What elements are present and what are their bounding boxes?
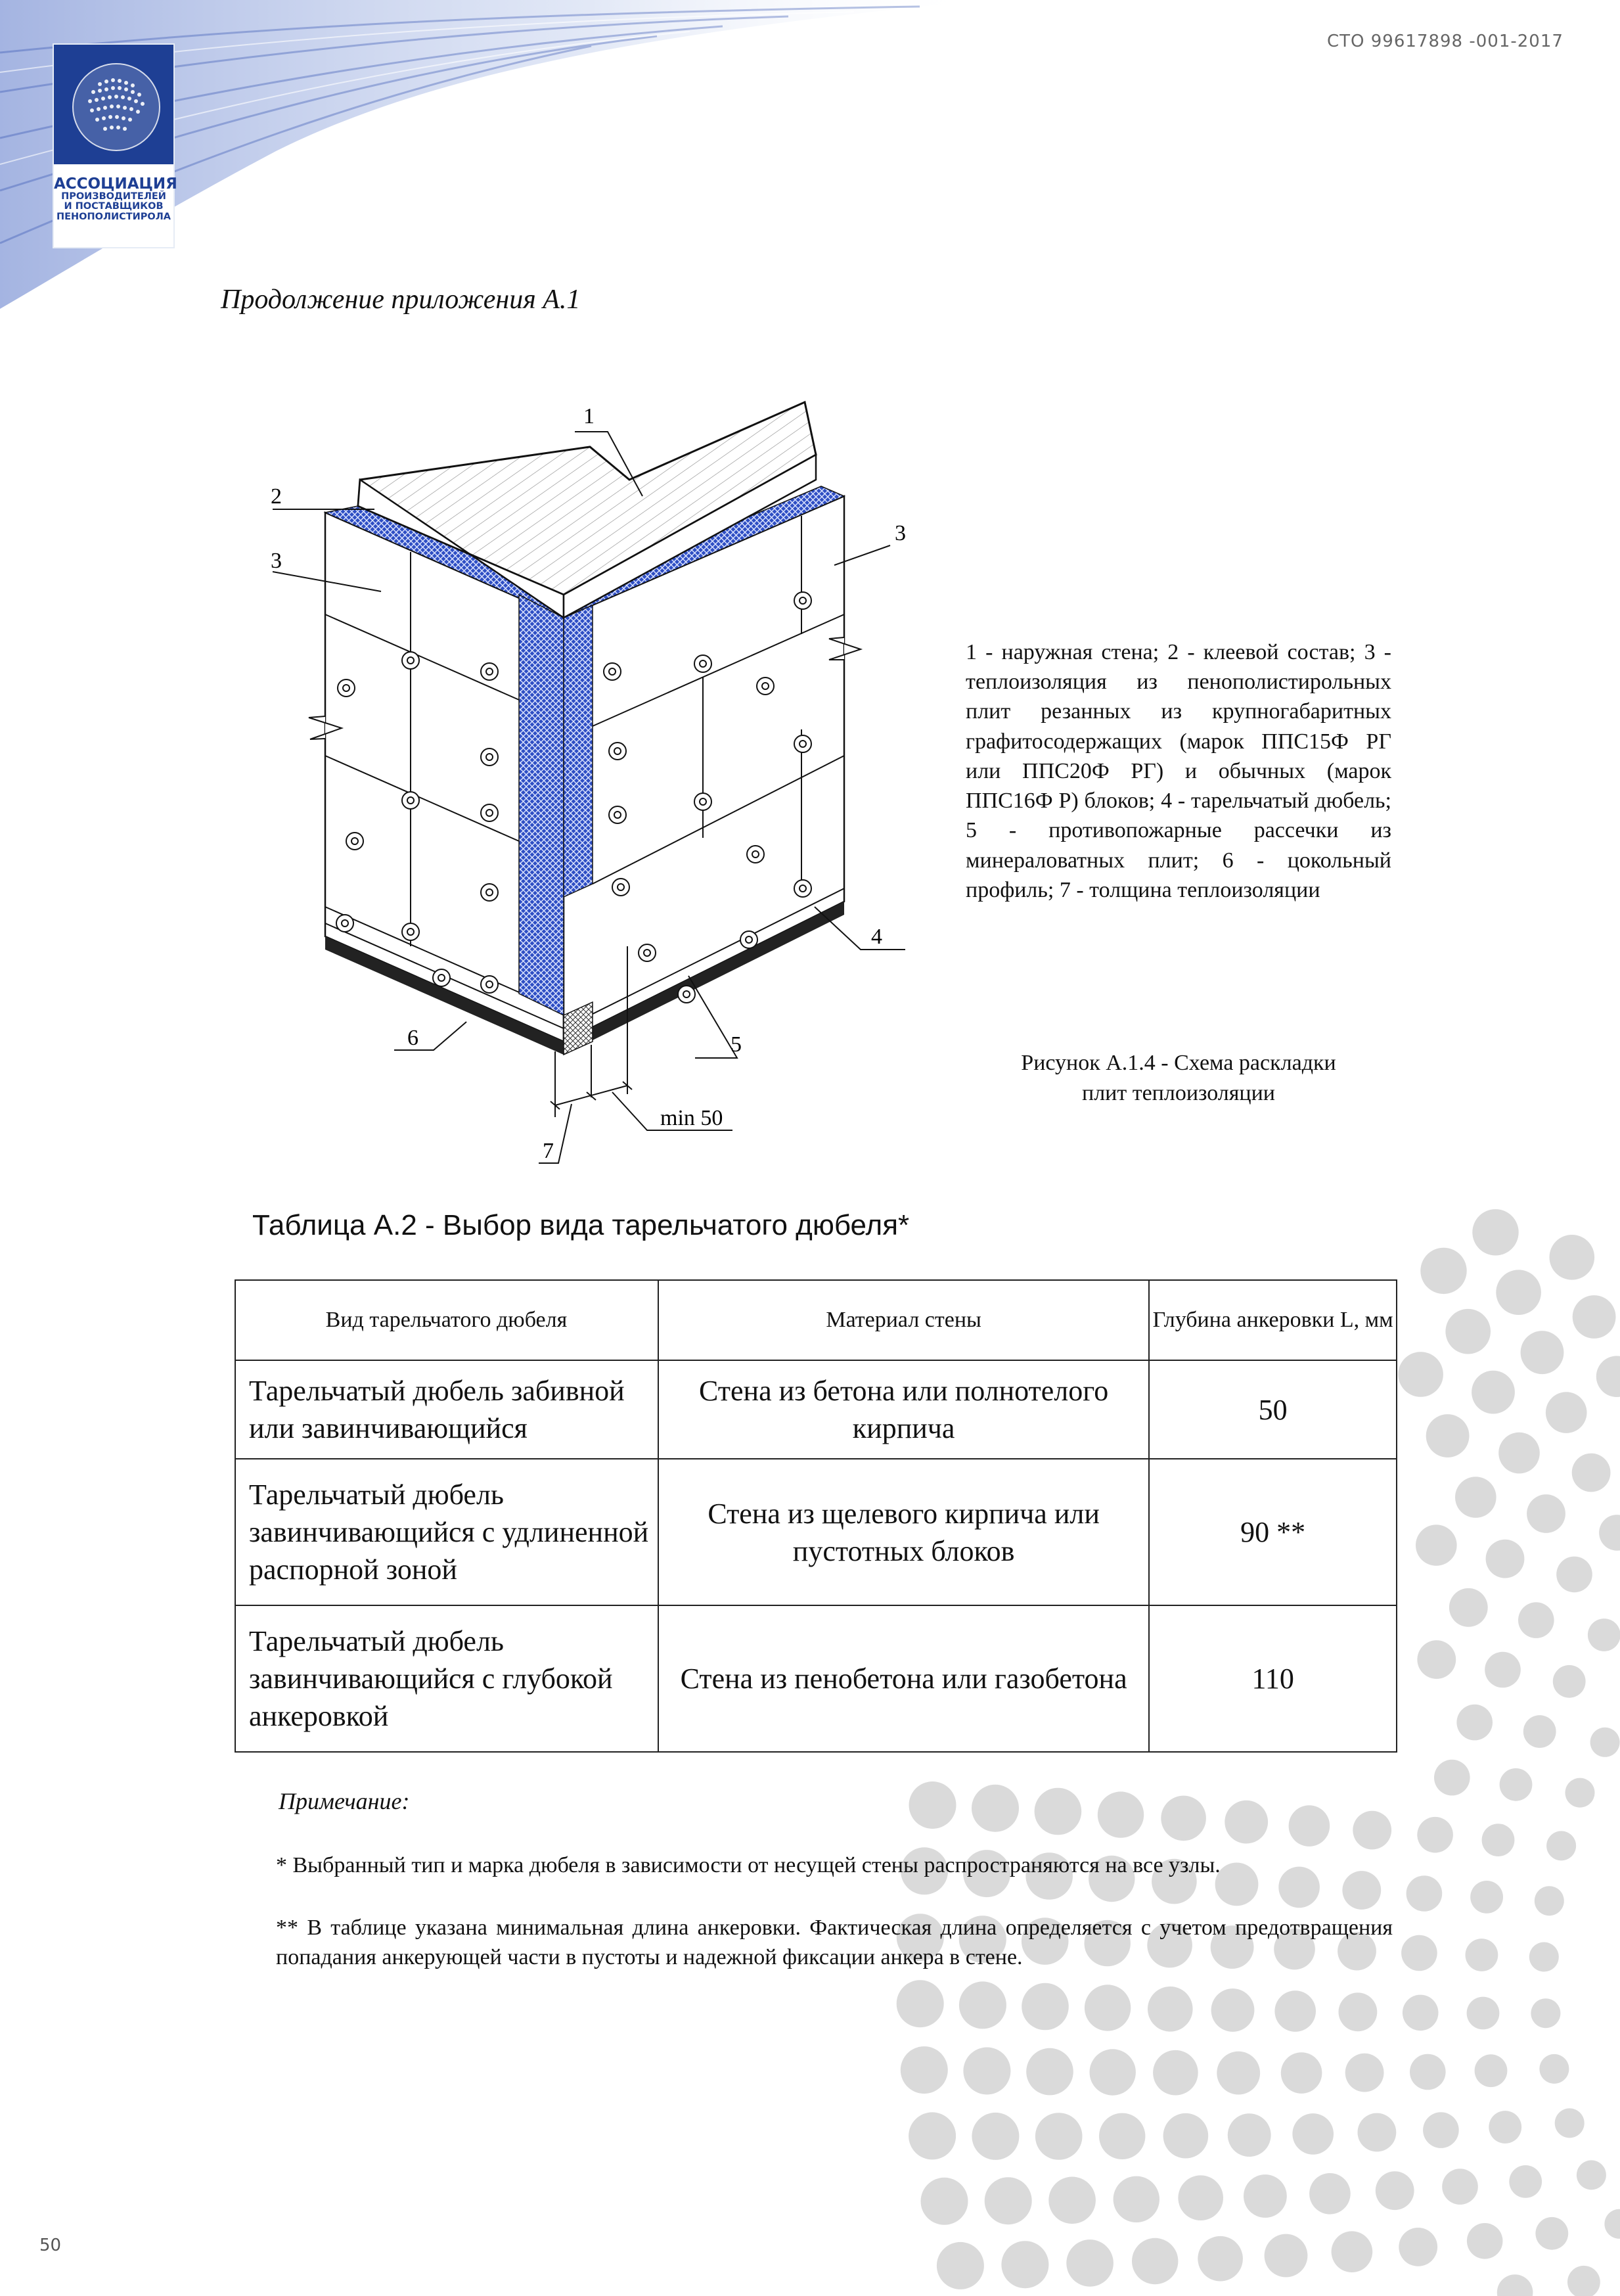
decorative-dot: [1489, 2111, 1521, 2144]
decorative-dot: [1163, 2113, 1209, 2159]
decorative-dot: [1225, 1801, 1268, 1844]
decorative-dot: [1178, 2175, 1223, 2220]
decorative-dot: [985, 2177, 1032, 2224]
decorative-dot: [1001, 2241, 1048, 2288]
decorative-dot: [1416, 1525, 1457, 1566]
decorative-dot: [1114, 2176, 1159, 2222]
dowel-mark: [794, 880, 811, 897]
callout-3-right: 3: [895, 521, 906, 545]
decorative-dot: [1456, 1705, 1493, 1741]
dowel-mark: [481, 663, 498, 680]
decorative-dot: [1599, 1515, 1620, 1551]
decorative-dot: [1442, 2169, 1478, 2205]
cell-anchorage-depth: 110: [1149, 1605, 1397, 1752]
decorative-dot: [1550, 1235, 1595, 1280]
decorative-dot: [1148, 1986, 1193, 2032]
cell-dowel-type: Тарельчатый дюбель забивной или завинчивающийся: [235, 1360, 658, 1459]
logo-caption: АССОЦИАЦИЯ ПРОИЗВОДИТЕЛЕЙ И ПОСТАВЩИКОВ ПЕНОПОЛИСТИРОЛА: [54, 175, 177, 222]
dowel-mark: [402, 923, 419, 940]
notes-title: Примечание:: [279, 1788, 410, 1814]
dowel-mark: [612, 879, 629, 896]
callout-2: 2: [271, 484, 282, 509]
standard-code: СТО 99617898 -001-2017: [1327, 32, 1564, 51]
decorative-dot: [1353, 1811, 1391, 1850]
globe-icon: [54, 45, 173, 164]
dowel-mark: [794, 735, 811, 752]
decorative-dot: [1539, 2054, 1569, 2084]
decorative-dot: [1527, 1494, 1565, 1533]
decorative-dot: [1410, 2054, 1446, 2090]
decorative-dot: [1211, 1988, 1255, 2032]
table-row: [235, 1459, 1397, 1605]
header-wall-material: Материал стены: [658, 1280, 1149, 1360]
dowel-mark: [639, 944, 656, 961]
decorative-dot: [1535, 2217, 1568, 2250]
decorative-dot: [1085, 1985, 1131, 2031]
decorative-dot: [1546, 1831, 1576, 1860]
decorative-dot: [1434, 1760, 1470, 1796]
decorative-dot: [1132, 2238, 1178, 2284]
dowel-mark: [481, 884, 498, 901]
decorative-dot: [1449, 1588, 1488, 1627]
decorative-dot: [1420, 1248, 1466, 1294]
callout-1: 1: [583, 404, 595, 428]
decorative-dot: [1035, 2113, 1083, 2160]
decorative-dot: [1604, 2209, 1620, 2239]
dowel-mark: [481, 804, 498, 821]
figure-legend: 1 - наружная стена; 2 - клеевой состав; 3 - теплоизоляция из пенополистирольных плит резанных из крупногабаритных графитосодержащих (марок ППС15Ф РГ или ППС20Ф РГ) и обычных (марок ППС16Ф Р) блоков; 4 - тарельчатый дюбель; 5 - противопожарные рассечки из минераловатных плит; 6 - цокольный профиль; 7 - толщина теплоизоляции: [966, 640, 1391, 902]
table-row: [235, 1360, 1397, 1459]
header-anchorage-depth: Глубина анкеровки L, мм: [1149, 1280, 1397, 1360]
decorative-dot: [1455, 1477, 1496, 1518]
dowel-mark: [609, 806, 626, 823]
decorative-dot: [1161, 1796, 1206, 1841]
figure-caption: [966, 1048, 1391, 1109]
note-item: ** В таблице указана минимальная длина анкеровки. Фактическая длина определяется с учетом предотвращения попадания анкерующей части в пустоты и надежной фиксации анкера в стене.: [276, 1916, 1393, 1969]
figure-caption-line-1: Рисунок А.1.4 - Схема раскладки: [1021, 1051, 1336, 1075]
decorative-dot: [1358, 2113, 1397, 2152]
decorative-dot: [1553, 1665, 1586, 1698]
decorative-dot: [1500, 1768, 1533, 1801]
callout-min-50: min 50: [660, 1106, 723, 1130]
decorative-dot: [1572, 1454, 1611, 1492]
decorative-dot: [1332, 2231, 1373, 2272]
decorative-dot: [1403, 1995, 1439, 2031]
callout-3-left: 3: [271, 549, 282, 573]
decorative-dot: [1467, 1997, 1500, 2030]
decorative-dot: [1486, 1540, 1525, 1578]
cell-wall-material: Стена из пенобетона или газобетона: [658, 1605, 1149, 1752]
decorative-dot: [909, 1781, 956, 1829]
dowel-mark: [747, 846, 764, 863]
dowel-mark: [694, 655, 711, 672]
decorative-dot: [1497, 2274, 1533, 2296]
decorative-dot: [1467, 2223, 1503, 2259]
decorative-dot: [897, 1980, 944, 2027]
appendix-title: Продолжение приложения А.1: [221, 285, 581, 315]
decorative-dot: [1426, 1414, 1470, 1458]
dowel-mark: [402, 652, 419, 669]
decorative-dot: [1509, 2165, 1542, 2198]
note-item: * Выбранный тип и марка дюбеля в зависимости от несущей стены распространяются на все узлы.: [276, 1853, 1221, 1877]
decorative-dot: [1228, 2113, 1271, 2157]
decorative-dot: [1217, 2052, 1260, 2095]
cell-wall-material: Стена из бетона или полнотелого кирпича: [658, 1360, 1149, 1459]
dowel-mark: [794, 592, 811, 609]
decorative-dot: [1577, 2160, 1606, 2190]
cell-dowel-type: Тарельчатый дюбель завинчивающийся с удлиненной распорной зоной: [235, 1459, 658, 1605]
decorative-dot: [1498, 1433, 1540, 1474]
decorative-dot: [1406, 1875, 1443, 1912]
decorative-dot: [972, 2113, 1019, 2160]
decorative-dot: [1546, 1392, 1587, 1433]
decorative-dot: [1567, 2266, 1600, 2296]
decorative-dot: [1588, 1619, 1620, 1651]
decorative-dot: [1022, 1983, 1069, 2031]
decorative-dot: [1274, 1990, 1316, 2032]
dowel-mark: [757, 677, 774, 695]
decorative-dot: [937, 2242, 984, 2289]
decorative-dot: [1244, 2174, 1287, 2218]
decorative-dot: [1281, 2052, 1322, 2094]
dowel-mark: [481, 976, 498, 993]
dowel-mark: [338, 679, 355, 697]
decorative-dot: [1590, 1728, 1620, 1757]
cell-anchorage-depth: 90 **: [1149, 1459, 1397, 1605]
decorative-dot: [1198, 2236, 1243, 2282]
page-number: 50: [39, 2236, 62, 2255]
callout-4: 4: [871, 925, 882, 949]
dowel-mark: [336, 915, 353, 932]
dowel-mark: [609, 743, 626, 760]
dowel-mark: [481, 748, 498, 766]
decorative-dot: [1470, 1881, 1503, 1914]
decorative-dot: [1472, 1371, 1515, 1414]
dowel-mark: [604, 663, 621, 680]
decorative-dot: [1423, 2112, 1459, 2148]
association-logo: [54, 45, 177, 247]
decorative-dot: [1482, 1824, 1515, 1856]
callout-7: 7: [543, 1139, 554, 1163]
decorative-dot: [1529, 1942, 1559, 1972]
decorative-dot: [1345, 2054, 1384, 2092]
cell-wall-material: Стена из щелевого кирпича или пустотных блоков: [658, 1459, 1149, 1605]
cell-anchorage-depth: 50: [1149, 1360, 1397, 1459]
decorative-dot: [1485, 1652, 1521, 1688]
decorative-dot: [921, 2178, 968, 2225]
decorative-dot: [1401, 1935, 1437, 1971]
decorative-dot: [1398, 1352, 1443, 1397]
decorative-dot: [1399, 2228, 1437, 2266]
callout-5: 5: [731, 1032, 742, 1057]
decorative-dot: [1338, 1992, 1377, 2031]
decorative-dot: [1099, 2113, 1145, 2159]
decorative-dot: [1048, 2177, 1096, 2224]
decorative-dot: [1573, 1295, 1616, 1339]
decorative-dot: [959, 1981, 1006, 2029]
dowel-mark: [694, 793, 711, 810]
decorative-dot: [909, 2112, 956, 2159]
decorative-dot: [1090, 2049, 1136, 2095]
table-title: Таблица А.2 - Выбор вида тарельчатого дюбеля*: [252, 1209, 910, 1241]
decorative-dot: [1535, 1886, 1564, 1916]
insulation-layout-figure: [263, 381, 959, 1170]
figure-caption-line-2: плит теплоизоляции: [1082, 1080, 1275, 1105]
decorative-dot: [901, 2046, 948, 2094]
decorative-dot: [1417, 1640, 1456, 1679]
decorative-dot: [1035, 1788, 1082, 1835]
callout-6: 6: [407, 1026, 418, 1050]
decorative-dot: [1098, 1791, 1144, 1837]
decorative-dot: [1309, 2173, 1351, 2215]
cell-dowel-type: Тарельчатый дюбель завинчивающийся с глубокой анкеровкой: [235, 1605, 658, 1752]
decorative-dot: [1472, 1209, 1518, 1255]
decorative-dot: [1376, 2171, 1414, 2210]
decorative-dot: [963, 2048, 1010, 2095]
dowel-mark: [346, 833, 363, 850]
decorative-dot: [1521, 1331, 1564, 1374]
decorative-dot: [1475, 2054, 1508, 2087]
dowel-mark: [678, 986, 695, 1003]
decorative-dot: [1153, 2050, 1198, 2096]
decorative-dot: [1556, 1557, 1592, 1593]
dowel-mark: [740, 931, 757, 948]
decorative-dot: [1596, 1356, 1620, 1397]
dowel-selection-table: [235, 1279, 1397, 1753]
decorative-dot: [1466, 1939, 1498, 1971]
decorative-dot: [972, 1785, 1019, 1832]
decorative-dot: [1292, 2113, 1334, 2155]
decorative-dot: [1518, 1602, 1554, 1638]
table-header-row: [235, 1280, 1397, 1360]
decorative-dot: [1445, 1309, 1491, 1354]
decorative-dot: [1496, 1270, 1541, 1315]
table-row: [235, 1605, 1397, 1752]
decorative-dot: [1565, 1778, 1595, 1808]
dowel-mark: [433, 969, 450, 986]
decorative-dot: [1066, 2239, 1114, 2287]
header-dowel-type: Вид тарельчатого дюбеля: [235, 1280, 658, 1360]
dowel-mark: [402, 792, 419, 809]
decorative-dot: [1523, 1715, 1556, 1748]
decorative-dot: [1417, 1817, 1453, 1853]
decorative-dot: [1026, 2048, 1073, 2096]
decorative-dot: [1531, 1998, 1560, 2028]
decorative-dot: [1555, 2108, 1585, 2138]
decorative-dot: [1289, 1805, 1330, 1847]
decorative-dot: [1265, 2234, 1308, 2278]
